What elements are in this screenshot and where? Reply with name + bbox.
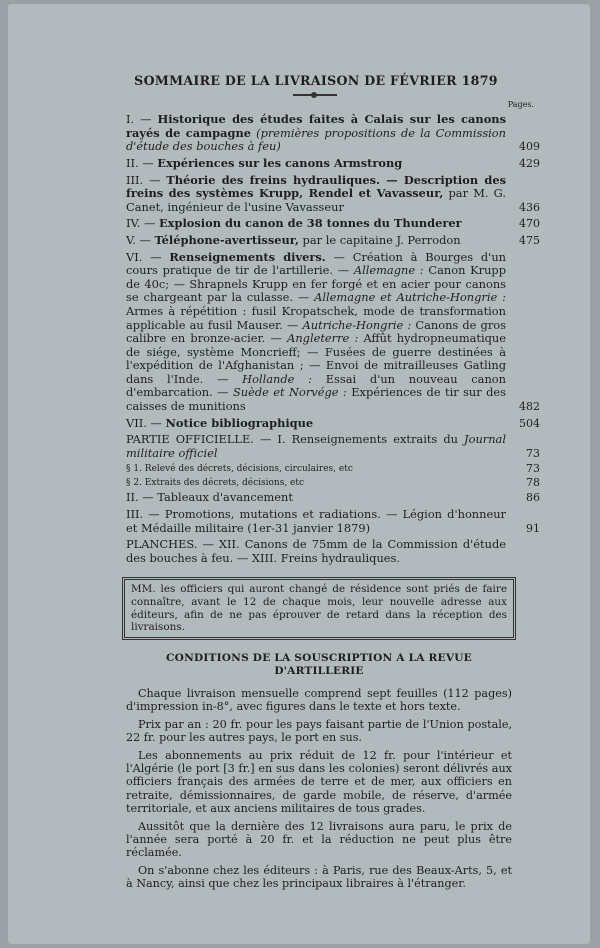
- toc-page: 436: [519, 200, 540, 214]
- toc-page: 429: [519, 156, 540, 170]
- toc-entry-vii: VII. — Notice bibliographique 504: [126, 415, 540, 430]
- toc-page: 409: [519, 140, 540, 154]
- toc-partie-s1: § 1. Relevé des décrets, décisions, circulaires, etc 73: [126, 462, 540, 476]
- conditions-paragraph: Prix par an : 20 fr. pour les pays faisant partie de l'Union postale, 22 fr. pour les autres pays, le port en sus.: [126, 717, 512, 745]
- toc-entry-iii: III. — Théorie des freins hydrauliques. — Description des freins des systèmes Krupp, Rendel et Vavasseur, par M. G. Canet, ingénieur de l'usine Vavasseur 436: [126, 172, 540, 214]
- toc-partie-iii: III. — Promotions, mutations et radiations. — Légion d'honneur et Médaille militaire (1er-31 janvier 1879) 91: [126, 507, 540, 535]
- conditions-title: CONDITIONS DE LA SOUSCRIPTION A LA REVUE D'ARTILLERIE: [166, 651, 472, 678]
- toc-partie-ii: II. — Tableaux d'avancement 86: [126, 490, 540, 505]
- toc-page: 86: [526, 491, 540, 505]
- toc-page: 73: [526, 462, 540, 476]
- title-ornament: [293, 94, 337, 96]
- toc-entry-i: I. — Historique des études faites à Calais sur les canons rayés de campagne (premières propositions de la Commission d'étude des bouches à feu) 409: [126, 112, 540, 154]
- conditions-paragraph: Les abonnements au prix réduit de 12 fr. pour l'intérieur et l'Algérie (le port [3 fr.] en sus dans les colonies) seront délivrés aux officiers français des armées de terre et de mer, aux officiers en retraite, démissionnaires, de garde mobile, de réserve, d'armée territoriale, et aux anciens militaires de tous grades.: [126, 748, 512, 816]
- toc-page: 482: [519, 400, 540, 414]
- toc-page: 91: [526, 521, 540, 535]
- notice-box: MM. les officiers qui auront changé de résidence sont priés de faire connaître, avant le 12 de chaque mois, leur nouvelle adresse aux éditeurs, afin de ne pas éprouver de retard dans la réception des livraisons.: [122, 577, 516, 639]
- toc-planches: PLANCHES. — XII. Canons de 75mm de la Commission d'étude des bouches à feu. — XIII. Freins hydrauliques.: [126, 537, 506, 565]
- toc-page: 475: [519, 233, 540, 247]
- pages-column-label: Pages.: [507, 99, 534, 109]
- toc-page: 504: [519, 416, 540, 430]
- toc-entry-iv: IV. — Explosion du canon de 38 tonnes du Thunderer 470: [126, 216, 540, 231]
- toc-page: 78: [526, 476, 540, 490]
- conditions-paragraph: On s'abonne chez les éditeurs : à Paris, rue des Beaux-Arts, 5, et à Nancy, ainsi que chez les principaux libraires à l'étranger.: [126, 863, 512, 891]
- toc-partie-officielle: PARTIE OFFICIELLE. — I. Renseignements extraits du Journal militaire officiel 73: [126, 432, 540, 460]
- conditions-paragraph: Chaque livraison mensuelle comprend sept feuilles (112 pages) d'impression in-8°, avec figures dans le texte et hors texte.: [126, 686, 512, 714]
- document-page: [8, 4, 590, 944]
- conditions-paragraph: Aussitôt que la dernière des 12 livraisons aura paru, le prix de l'année sera porté à 20 fr. et la réduction ne peut plus être réclamée.: [126, 819, 512, 860]
- page-title: SOMMAIRE DE LA LIVRAISON DE FÉVRIER 1879: [134, 73, 498, 88]
- toc-entry-v: V. — Téléphone-avertisseur, par le capitaine J. Perrodon 475: [126, 232, 540, 247]
- toc-page: 470: [519, 217, 540, 231]
- toc-entry-ii: II. — Expériences sur les canons Armstrong 429: [126, 155, 540, 170]
- toc-entry-vi: VI. — Renseignements divers. — Création à Bourges d'un cours pratique de tir de l'artillerie. — Allemagne : Canon Krupp de 40c; — Shrapnels Krupp en fer forgé et en acier pour canons se chargeant par la culasse. — Allemagne et Autriche-Hongrie : Armes à répétition : fusil Kropatschek, mode de transformation applicable au fusil Mauser. — Autriche-Hongrie : Canons de gros calibre en bronze-acier. — Angleterre : Affût hydropneumatique de siége, système Moncrieff; — Fusées de guerre destinées à l'expédition de l'Afghanistan ; — Envoi de mitrailleuses Gatling dans l'Inde. — Hollande : Essai d'un nouveau canon d'embarcation. — Suède et Norvége : Expériences de tir sur des caisses de munitions 482: [126, 249, 540, 414]
- toc-partie-s2: § 2. Extraits des décrets, décisions, etc 78: [126, 476, 540, 490]
- page-content: [126, 73, 540, 895]
- toc-page: 73: [526, 446, 540, 460]
